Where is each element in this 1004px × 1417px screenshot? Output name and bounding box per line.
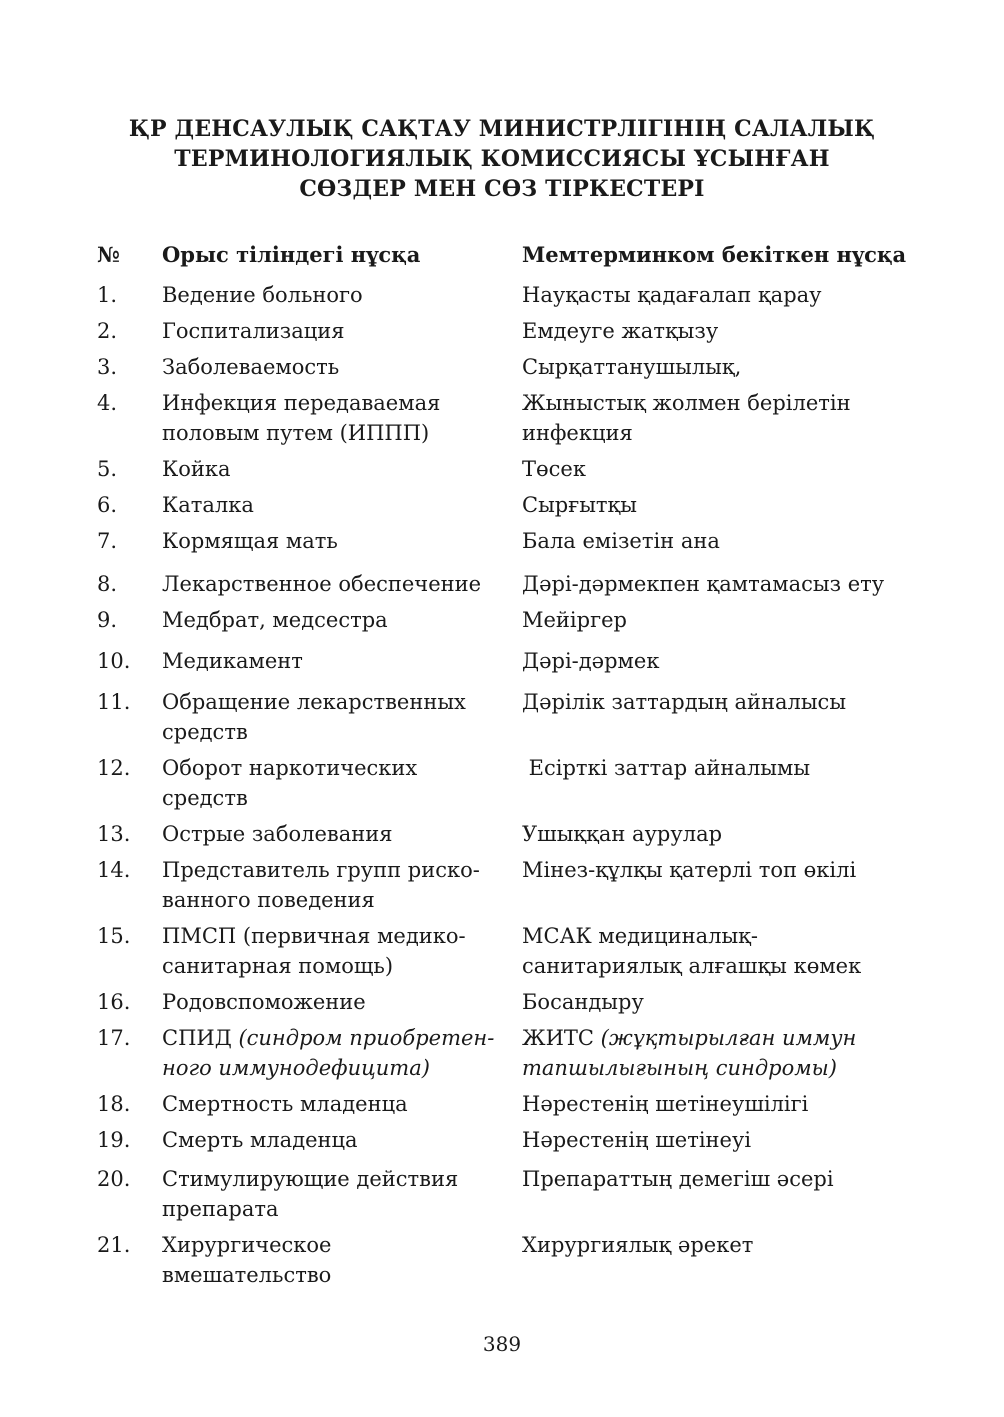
row-num: 19.	[97, 1128, 131, 1152]
table-row	[97, 1230, 917, 1290]
row-ru: СПИД	[162, 1026, 239, 1050]
row-kz: Сырғытқы	[522, 493, 637, 517]
table-row	[97, 1023, 917, 1083]
table-row	[97, 687, 917, 747]
table-row	[97, 569, 917, 599]
table-row	[97, 352, 917, 382]
row-num: 17.	[97, 1026, 131, 1050]
row-ru-cont: средств	[162, 720, 248, 744]
row-kz: Мейіргер	[522, 608, 627, 632]
title-line-1: ҚР ДЕНСАУЛЫҚ САҚТАУ МИНИСТРЛІГІНІҢ САЛАЛЫҚ	[128, 116, 876, 142]
page-title	[0, 114, 1004, 204]
table-row	[97, 454, 917, 484]
table-row	[97, 280, 917, 310]
row-kz: Дәрілік заттардың айналысы	[522, 690, 847, 714]
row-ru: Острые заболевания	[162, 822, 393, 846]
table-row	[97, 1089, 917, 1119]
row-ru: Смертность младенца	[162, 1092, 408, 1116]
row-kz: Нәрестенің шетінеушілігі	[522, 1092, 809, 1116]
page-number: 389	[482, 1332, 522, 1356]
row-ru-cont: вмешательство	[162, 1263, 332, 1287]
table-row	[97, 605, 917, 635]
row-num: 9.	[97, 608, 118, 632]
row-ru: Оборот наркотических	[162, 756, 418, 780]
row-num: 11.	[97, 690, 131, 714]
row-kz: Дәрі-дәрмекпен қамтамасыз ету	[522, 572, 885, 596]
table-row	[97, 490, 917, 520]
table-row	[97, 646, 917, 676]
row-kz: Науқасты қадағалап қарау	[522, 283, 822, 307]
row-kz-cont: инфекция	[522, 421, 633, 445]
row-kz: ЖИТС	[522, 1026, 601, 1050]
row-kz: Ушыққан аурулар	[522, 822, 723, 846]
row-ru-italic: (синдром приобретен-	[238, 1026, 495, 1050]
row-num: 5.	[97, 457, 118, 481]
row-ru: Родовспоможение	[162, 990, 366, 1014]
row-ru: Медикамент	[162, 649, 303, 673]
row-ru: Обращение лекарственных	[162, 690, 466, 714]
row-num: 12.	[97, 756, 131, 780]
row-ru: Лекарственное обеспечение	[162, 572, 482, 596]
row-kz: Сырқаттанушылық,	[522, 355, 742, 379]
row-num: 2.	[97, 319, 118, 343]
row-ru: Смерть младенца	[162, 1128, 358, 1152]
title-line-2: ТЕРМИНОЛОГИЯЛЫҚ КОМИССИЯСЫ ҰСЫНҒАН	[174, 146, 830, 172]
row-kz: Бала емізетін ана	[522, 529, 720, 553]
row-kz-italic: (жұқтырылған иммун	[600, 1026, 857, 1050]
row-num: 4.	[97, 391, 118, 415]
table-row	[97, 921, 917, 981]
row-kz: Хирургиялық әрекет	[522, 1233, 754, 1257]
row-kz: МСАК медициналық-	[522, 924, 758, 948]
table-row	[97, 1164, 917, 1224]
table-row	[97, 1125, 917, 1155]
row-ru-cont: санитарная помощь)	[162, 954, 394, 978]
row-ru: Койка	[162, 457, 231, 481]
table-row	[97, 753, 917, 813]
row-kz: Нәрестенің шетінеуі	[522, 1128, 752, 1152]
row-ru-cont: средств	[162, 786, 248, 810]
row-kz-cont: тапшылығының синдромы)	[522, 1056, 837, 1080]
header-kz: Мемтерминком бекіткен нұсқа	[522, 242, 907, 267]
row-ru: Каталка	[162, 493, 254, 517]
row-ru-cont: препарата	[162, 1197, 279, 1221]
row-ru: Инфекция передаваемая	[162, 391, 441, 415]
title-line-3: СӨЗДЕР МЕН СӨЗ ТІРКЕСТЕРІ	[299, 176, 705, 202]
row-num: 20.	[97, 1167, 131, 1191]
row-ru: Ведение больного	[162, 283, 363, 307]
header-ru: Орыс тіліндегі нұсқа	[162, 242, 421, 267]
table-row	[97, 526, 917, 556]
row-num: 14.	[97, 858, 131, 882]
row-kz: Төсек	[522, 457, 586, 481]
table-row	[97, 388, 917, 448]
row-kz: Мінез-құлқы қатерлі топ өкілі	[522, 858, 857, 882]
row-num: 7.	[97, 529, 118, 553]
row-ru: Стимулирующие действия	[162, 1167, 459, 1191]
row-ru-cont: ванного поведения	[162, 888, 375, 912]
row-num: 15.	[97, 924, 131, 948]
row-kz-cont: санитариялық алғашқы көмек	[522, 954, 862, 978]
row-ru-cont: ного иммунодефицита)	[162, 1056, 430, 1080]
row-num: 21.	[97, 1233, 131, 1257]
row-kz: Дәрі-дәрмек	[522, 649, 660, 673]
row-ru: Представитель групп риско-	[162, 858, 480, 882]
row-ru: Заболеваемость	[162, 355, 340, 379]
terms-table	[97, 240, 917, 1290]
row-ru: Медбрат, медсестра	[162, 608, 388, 632]
row-kz: Препараттың демегіш әсері	[522, 1167, 834, 1191]
row-kz: Емдеуге жатқызу	[522, 319, 719, 343]
header-num: №	[97, 242, 120, 267]
row-num: 10.	[97, 649, 131, 673]
row-ru: Кормящая мать	[162, 529, 338, 553]
row-num: 1.	[97, 283, 118, 307]
table-header	[97, 240, 917, 270]
row-ru: Госпитализация	[162, 319, 345, 343]
table-row	[97, 316, 917, 346]
row-kz: Есірткі заттар айналымы	[522, 756, 811, 780]
row-num: 6.	[97, 493, 118, 517]
row-ru: Хирургическое	[162, 1233, 332, 1257]
row-kz: Босандыру	[522, 990, 644, 1014]
table-row	[97, 819, 917, 849]
row-num: 16.	[97, 990, 131, 1014]
row-ru: ПМСП (первичная медико-	[162, 924, 466, 948]
row-num: 18.	[97, 1092, 131, 1116]
row-num: 8.	[97, 572, 118, 596]
row-num: 13.	[97, 822, 131, 846]
row-num: 3.	[97, 355, 118, 379]
table-row	[97, 987, 917, 1017]
table-row	[97, 855, 917, 915]
row-ru-cont: половым путем (ИППП)	[162, 421, 430, 445]
row-kz: Жыныстық жолмен берілетін	[522, 391, 851, 415]
